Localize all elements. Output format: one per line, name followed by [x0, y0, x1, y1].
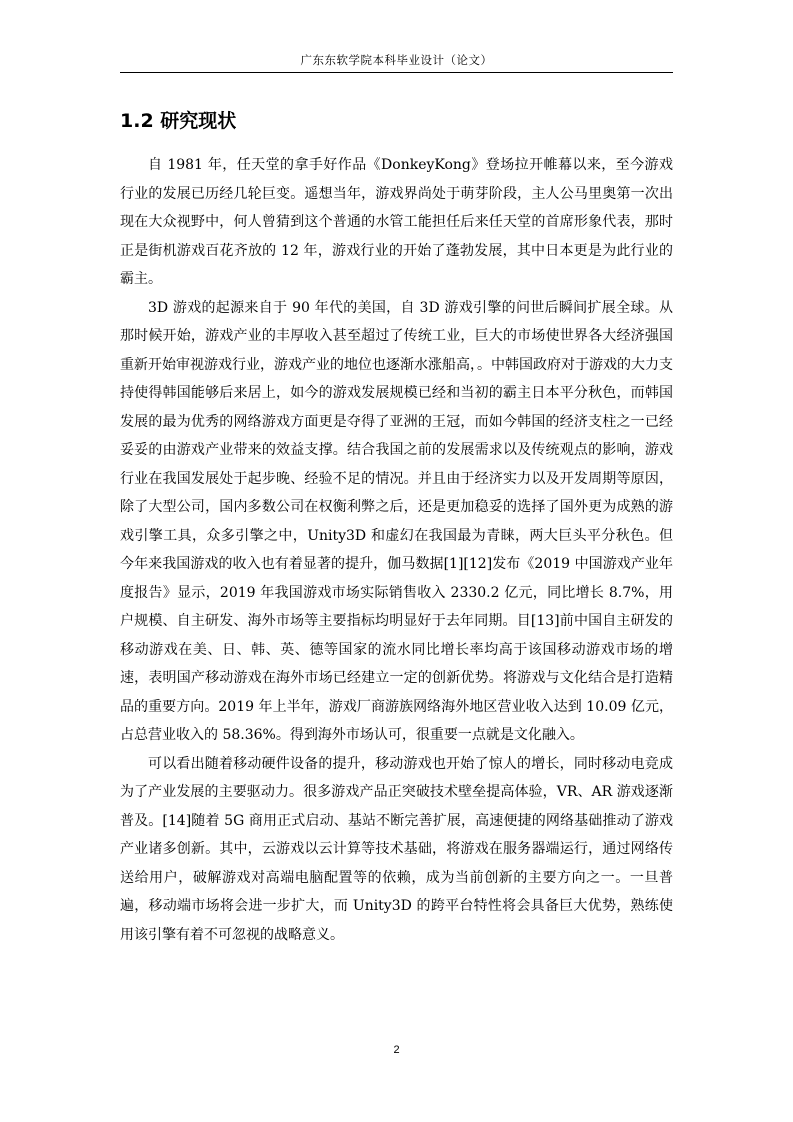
section-heading: 1.2 研究现状	[120, 110, 237, 132]
body-text	[120, 151, 673, 949]
paragraph-3: 可以看出随着移动硬件设备的提升，移动游戏也开始了惊人的增长，同时移动电竞成为了产业发展的主要驱动力。很多游戏产品正突破技术壁垒提高体验，VR、AR 游戏逐渐普及。[14]随着 5G 商用正式启动、基站不断完善扩展，高速便捷的网络基础推动了游戏产业诸多创新。其中，云游戏以云计算等技术基础，将游戏在服务器端运行，通过网络传送给用户，破解游戏对高端电脑配置等的依赖，成为当前创新的主要方向之一。一旦普遍，移动端市场将会进一步扩大，而 Unity3D 的跨平台特性将会具备巨大优势，熟练使用该引擎有着不可忽视的战略意义。	[120, 755, 673, 943]
paragraph-1: 自 1981 年，任天堂的拿手好作品《DonkeyKong》登场拉开帷幕以来，至今游戏行业的发展已历经几轮巨变。遥想当年，游戏界尚处于萌芽阶段，主人公马里奥第一次出现在大众视野中，何人曾猜到这个普通的水管工能担任后来任天堂的首席形象代表，那时正是街机游戏百花齐放的 12 年，游戏行业的开始了蓬勃发展，其中日本更是为此行业的霸主。	[120, 157, 673, 287]
paragraph-2: 3D 游戏的起源来自于 90 年代的美国，自 3D 游戏引擎的问世后瞬间扩展全球。从那时候开始，游戏产业的丰厚收入甚至超过了传统工业，巨大的市场使世界各大经济强国重新开始审视游戏行业，游戏产业的地位也逐渐水涨船高，。中韩国政府对于游戏的大力支持使得韩国能够后来居上，如今的游戏发展规模已经和当初的霸主日本平分秋色，而韩国发展的最为优秀的网络游戏方面更是夺得了亚洲的王冠，而如今韩国的经济支柱之一已经妥妥的由游戏产业带来的效益支撑。结合我国之前的发展需求以及传统观点的影响，游戏行业在我国发展处于起步晚、经验不足的情况。并且由于经济实力以及开发周期等原因，除了大型公司，国内多数公司在权衡利弊之后，还是更加稳妥的选择了国外更为成熟的游戏引擎工具，众多引擎之中，Unity3D 和虚幻在我国最为青睐，两大巨头平分秋色。但今年来我国游戏的收入也有着显著的提升，伽马数据[1][12]发布《2019 中国游戏产业年度报告》显示，2019 年我国游戏市场实际销售收入 2330.2 亿元，同比增长 8.7%，用户规模、自主研发、海外市场等主要指标均明显好于去年同期。目[13]前中国自主研发的移动游戏在美、日、韩、英、德等国家的流水同比增长率均高于该国移动游戏市场的增速，表明国产移动游戏在海外市场已经建立一定的创新优势。将游戏与文化结合是打造精品的重要方向。2019 年上半年，游戏厂商游族网络海外地区营业收入达到 10.09 亿元，占总营业收入的 58.36%。得到海外市场认可，很重要一点就是文化融入。	[120, 299, 673, 743]
header-divider	[120, 72, 673, 73]
page-header: 广东东软学院本科毕业设计（论文）	[300, 53, 493, 67]
page-number: 2	[393, 1044, 400, 1056]
